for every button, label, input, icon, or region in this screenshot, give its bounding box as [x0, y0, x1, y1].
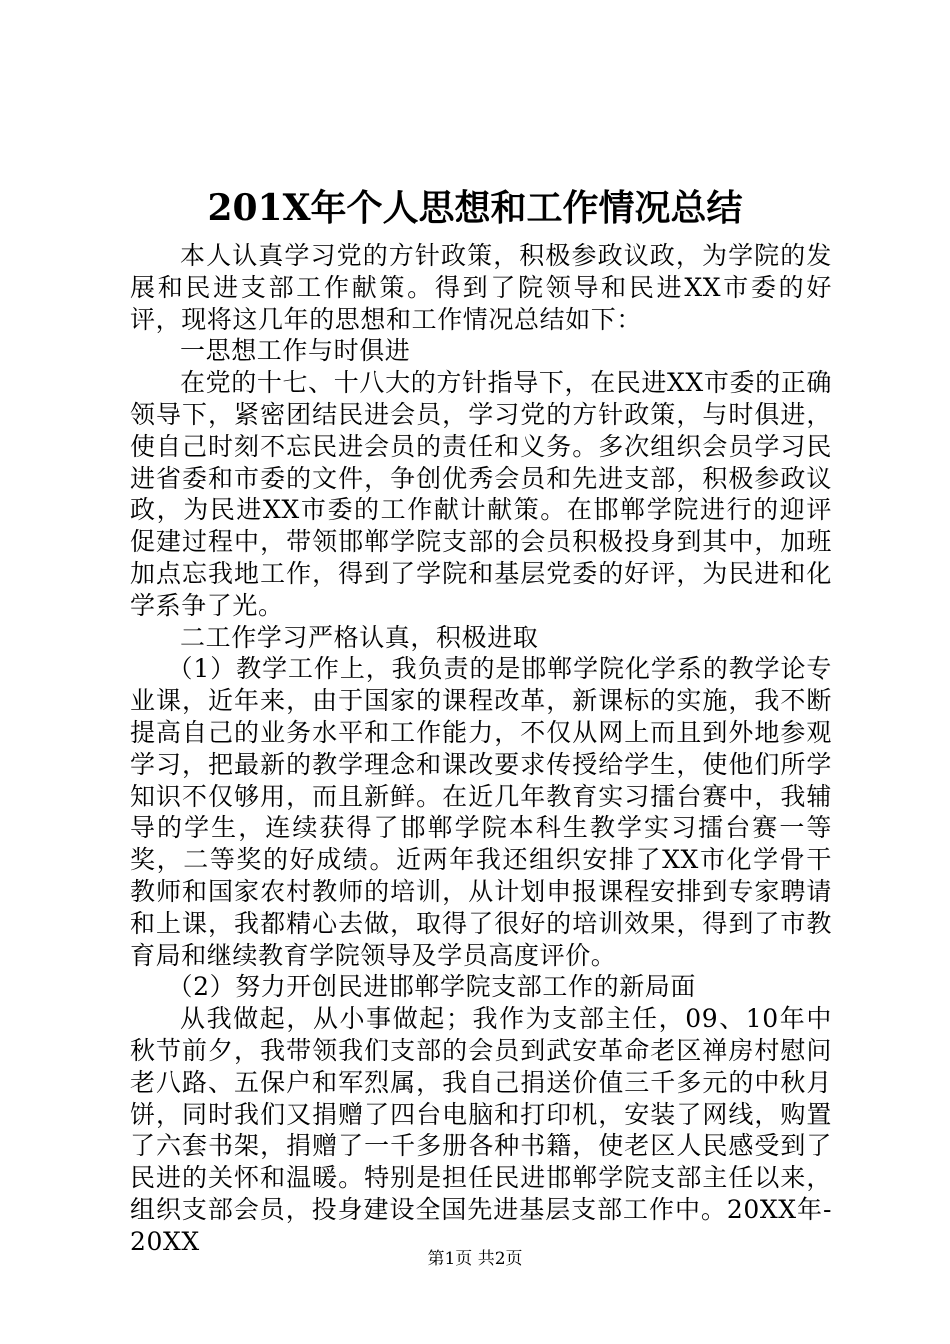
page-footer: 第1页 共2页 [427, 1249, 523, 1269]
paragraph-branch-work: 从我做起，从小事做起；我作为支部主任，09、10年中秋节前夕，我带领我们支部的会员到武安革命老区禅房村慰问老八路、五保户和军烈属，我自己捐送价值三千多元的中秋月饼，同时我们又捐赠了四台电脑和打印机，安装了网线，购置了六套书架，捐赠了一千多册各种书籍，使老区人民感受到了民进的关怀和温暖。特别是担任民进邯郸学院支部主任以来，组织支部会员，投身建设全国先进基层支部工作中。20XX年-20XX [130, 1004, 832, 1256]
paragraph-teaching-work: （1）教学工作上，我负责的是邯郸学院化学系的教学论专业课，近年来，由于国家的课程改革，新课标的实施，我不断提高自己的业务水平和工作能力，不仅从网上而且到外地参观学习，把最新的教学理念和课改要求传授给学生，使他们所学知识不仅够用，而且新鲜。在近几年教育实习擂台赛中，我辅导的学生，连续获得了邯郸学院本科生教学实习擂台赛一等奖，二等奖的好成绩。近两年我还组织安排了XX市化学骨干教师和国家农村教师的培训，从计划申报课程安排到专家聘请和上课，我都精心去做，取得了很好的培训效果，得到了市教育局和继续教育学院领导及学员高度评价。 [130, 654, 832, 970]
document-body [130, 240, 832, 1258]
paragraph-section-1: 在党的十七、十八大的方针指导下，在民进XX市委的正确领导下，紧密团结民进会员，学习党的方针政策，与时俱进，使自己时刻不忘民进会员的责任和义务。多次组织会员学习民进省委和市委的文件，争创优秀会员和先进支部，积极参政议政，为民进XX市委的工作献计献策。在邯郸学院进行的迎评促建过程中，带领邯郸学院支部的会员积极投身到其中，加班加点忘我地工作，得到了学院和基层党委的好评，为民进和化学系争了光。 [130, 368, 832, 620]
subheading-branch-work: （2）努力开创民进邯郸学院支部工作的新局面 [167, 972, 697, 1002]
section-heading-1: 一思想工作与时俱进 [180, 336, 411, 366]
paragraph-intro: 本人认真学习党的方针政策，积极参政议政，为学院的发展和民进支部工作献策。得到了院领导和民进XX市委的好评，现将这几年的思想和工作情况总结如下： [130, 241, 832, 334]
section-heading-2: 二工作学习严格认真，积极进取 [180, 622, 539, 652]
document-title: 201X年个人思想和工作情况总结 [207, 187, 743, 229]
